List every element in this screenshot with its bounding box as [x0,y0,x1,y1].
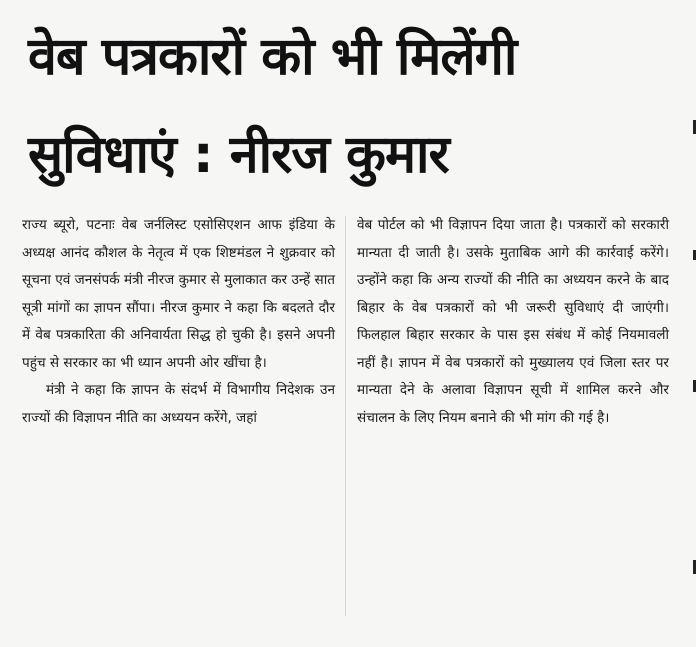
headline-line-1: वेब पत्रकारों को भी मिलेंगी [28,27,517,87]
headline [28,8,678,204]
article-column-2 [357,212,669,432]
headline-line-2: सुविधाएं : नीरज कुमार [28,125,449,185]
article-column-1 [22,212,335,432]
column-divider [345,216,346,616]
article-body [22,212,672,632]
column-2-paragraph-1: वेब पोर्टल को भी विज्ञापन दिया जाता है। पत्रकारों को सरकारी मान्यता दी जाती है। उसके मुताबिक आगे की कार्रवाई करेंगे। उन्होंने कहा कि अन्य राज्यों की नीति का अध्ययन करने के बाद बिहार के वेब पत्रकारों को भी जरूरी सुविधाएं दी जाएंगी। फिलहाल बिहार सरकार के पास इस संबंध में कोई नियमावली नहीं है। ज्ञापन में वेब पत्रकारों को मुख्यालय एवं जिला स्तर पर मान्यता देने के अलावा विज्ञापन सूची में शामिल करने और संचालन के लिए नियम बनाने की भी मांग की गई है। [357,217,669,426]
column-1-paragraph-1: राज्य ब्यूरो, पटनाः वेब जर्नलिस्ट एसोसिएशन आफ इंडिया के अध्यक्ष आनंद कौशल के नेतृत्व में एक शिष्टमंडल ने शुक्रवार को सूचना एवं जनसंपर्क मंत्री नीरज कुमार से मुलाकात कर उन्हें सात सूत्री मांगों का ज्ञापन सौंपा। नीरज कुमार ने कहा कि बदलते दौर में वेब पत्रकारिता की अनिवार्यता सिद्ध हो चुकी है। इसने अपनी पहुंच से सरकार का भी ध्यान अपनी ओर खींचा है। [22,217,335,371]
column-1-paragraph-2: मंत्री ने कहा कि ज्ञापन के संदर्भ में विभागीय निदेशक उन राज्यों की विज्ञापन नीति का अध्ययन करेंगे, जहां [22,382,335,426]
